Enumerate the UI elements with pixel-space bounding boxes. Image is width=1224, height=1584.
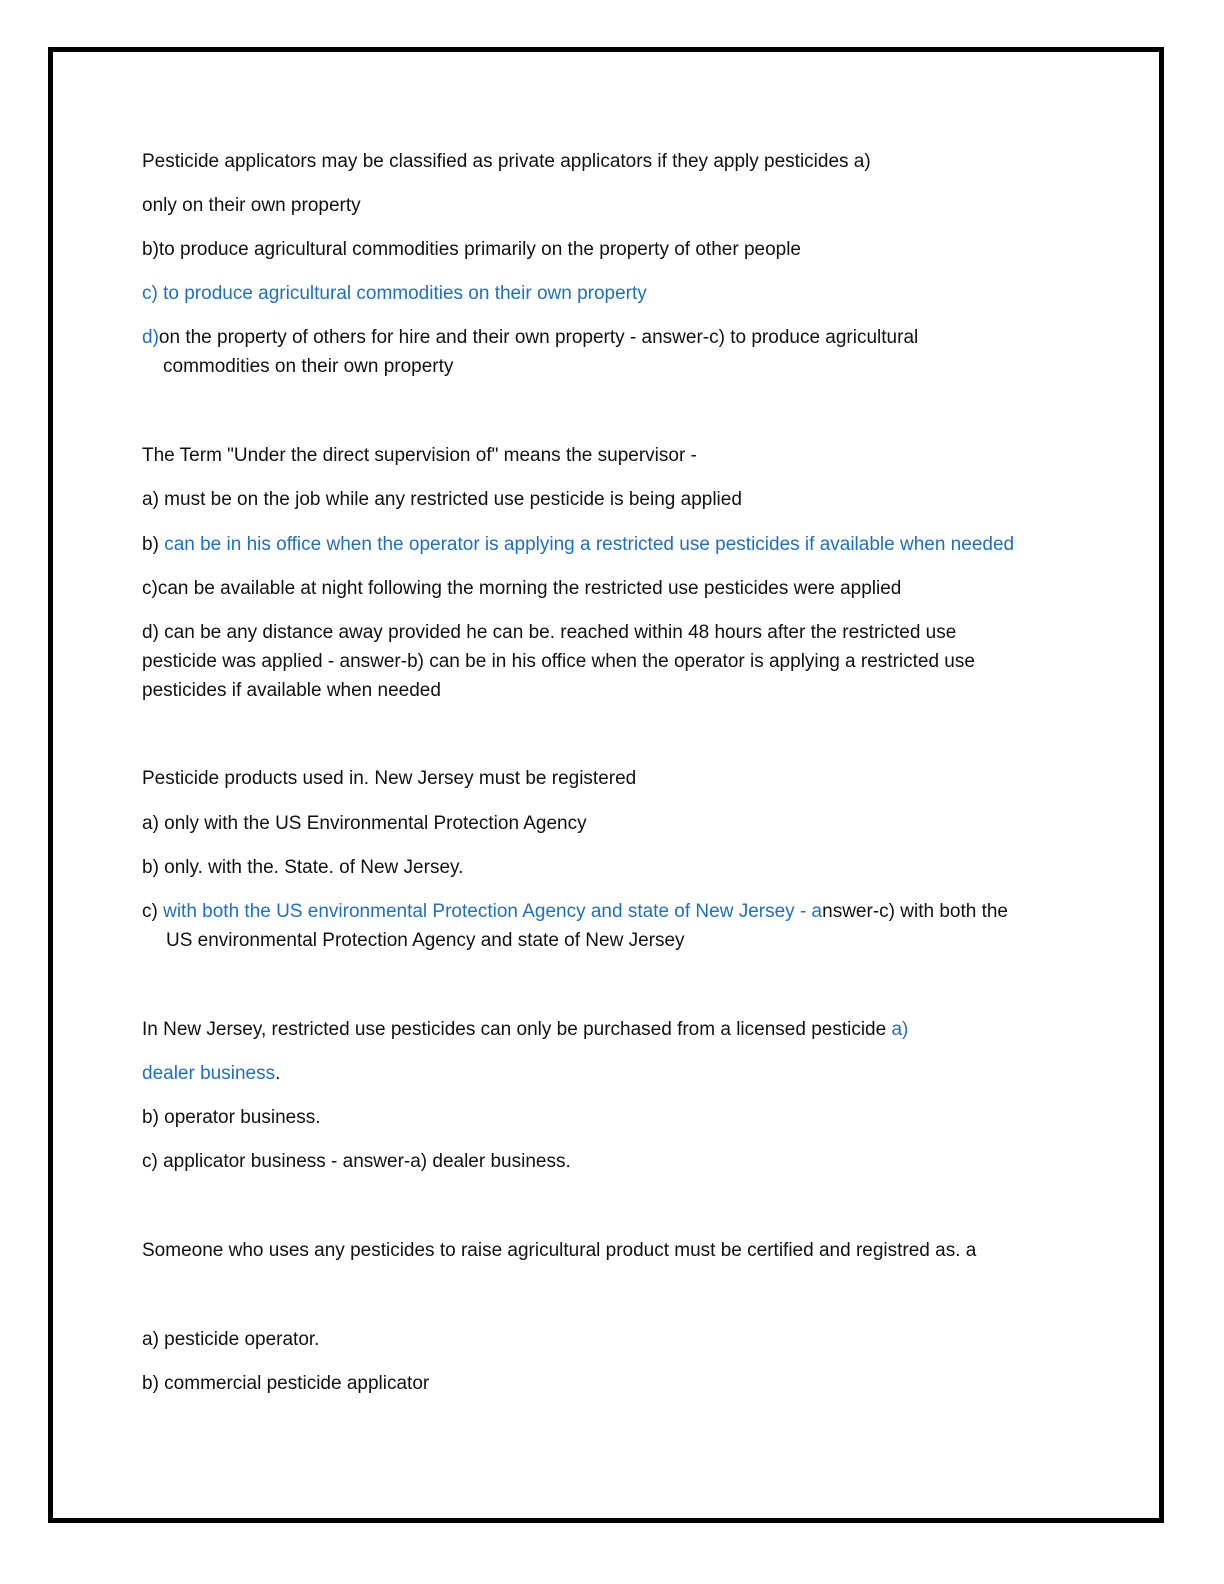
q3-option-c xyxy=(142,897,1008,926)
q2-option-c: c)can be available at night following the morning the restricted use pesticides were applied xyxy=(142,578,902,599)
q3-option-c-blue: with both the US environmental Protection Agency and state of New Jersey - a xyxy=(163,901,823,922)
q2-stem: The Term "Under the direct supervision of" means the supervisor - xyxy=(142,445,697,466)
q1-option-d-text: on the property of others for hire and their own property - answer-c) to produce agricultural xyxy=(158,327,919,348)
q4-stem-a: a) xyxy=(891,1019,909,1040)
q5-stem: Someone who uses any pesticides to raise agricultural product must be certified and registred as. a xyxy=(142,1240,977,1261)
q1-option-b: b)to produce agricultural commodities primarily on the property of other people xyxy=(142,239,801,260)
q2-option-d-line1: d) can be any distance away provided he can be. reached within 48 hours after the restricted use xyxy=(142,622,957,643)
q3-option-c-label: c) xyxy=(142,901,164,922)
q2-option-d-line3: pesticides if available when needed xyxy=(142,680,441,701)
q5-option-a: a) pesticide operator. xyxy=(142,1329,320,1350)
q1-option-d xyxy=(142,323,918,352)
q2-option-b-text: can be in his office when the operator is applying a restricted use pesticides if available when needed xyxy=(164,534,1015,555)
q3-option-b: b) only. with the. State. of New Jersey. xyxy=(142,857,464,878)
q4-option-c: c) applicator business - answer-a) dealer business. xyxy=(142,1151,571,1172)
q4-stem xyxy=(142,1015,908,1044)
q1-option-d-cont: commodities on their own property xyxy=(163,356,454,377)
q4-option-a-text: dealer business xyxy=(142,1063,276,1084)
q1-option-c: c) to produce agricultural commodities on their own property xyxy=(142,283,647,304)
q4-option-a-end: . xyxy=(275,1063,281,1084)
q4-option-a xyxy=(142,1059,280,1088)
q2-option-b xyxy=(142,530,1014,559)
q4-option-b: b) operator business. xyxy=(142,1107,321,1128)
q1-stem: Pesticide applicators may be classified as private applicators if they apply pesticides a) xyxy=(142,151,871,172)
q3-option-c-cont: US environmental Protection Agency and state of New Jersey xyxy=(166,930,685,951)
q2-option-a: a) must be on the job while any restricted use pesticide is being applied xyxy=(142,489,742,510)
q3-option-a: a) only with the US Environmental Protection Agency xyxy=(142,813,587,834)
q3-stem: Pesticide products used in. New Jersey must be registered xyxy=(142,768,637,789)
q4-stem-text: In New Jersey, restricted use pesticides can only be purchased from a licensed pesticide xyxy=(142,1019,892,1040)
q1-option-a: only on their own property xyxy=(142,195,361,216)
q2-option-d-line2: pesticide was applied - answer-b) can be in his office when the operator is applying a restricted use xyxy=(142,651,975,672)
q2-option-b-label: b) xyxy=(142,534,165,555)
q3-option-c-rest: nswer-c) with both the xyxy=(822,901,1008,922)
q1-option-d-label: d) xyxy=(142,327,159,348)
q5-option-b: b) commercial pesticide applicator xyxy=(142,1373,430,1394)
